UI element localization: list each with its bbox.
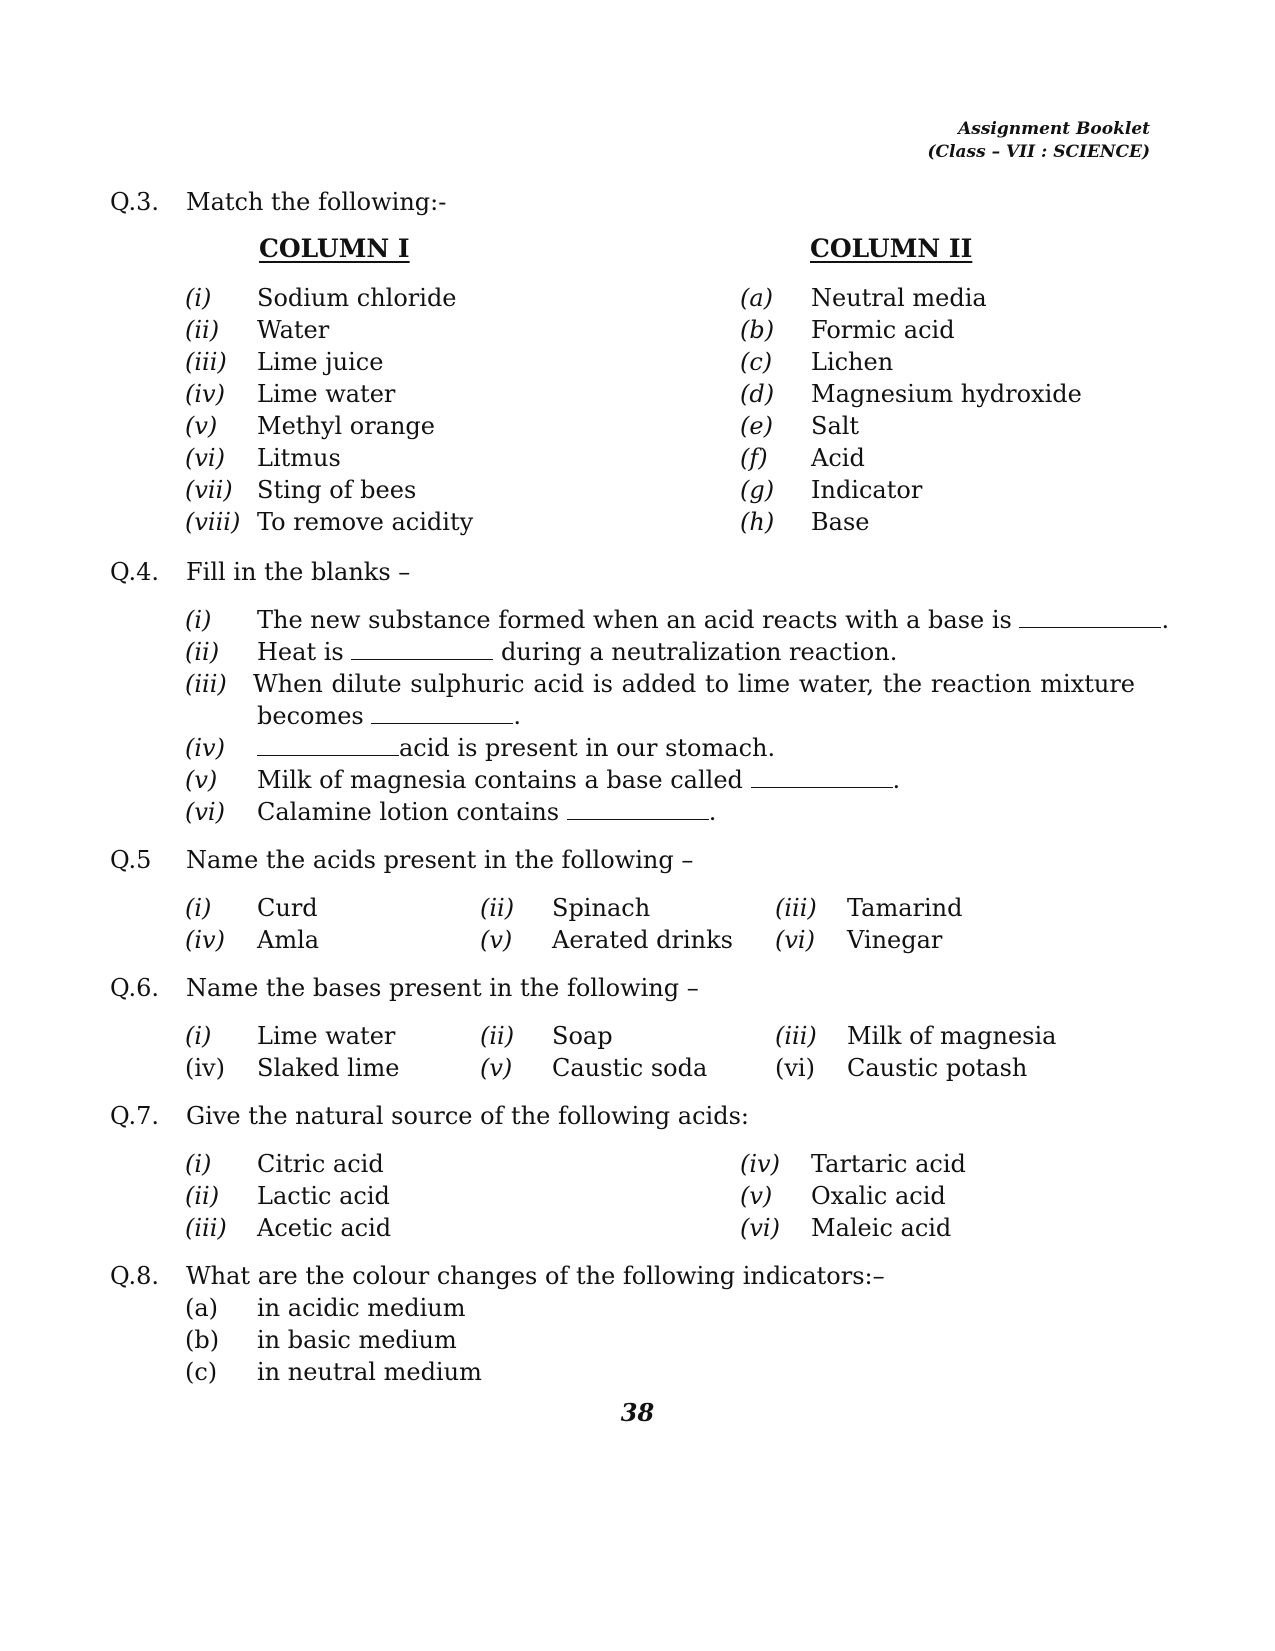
question-number: Q.7.: [110, 1102, 160, 1130]
item-text: Milk of magnesia contains a base called: [257, 766, 743, 794]
column-2-heading: COLUMN II: [810, 234, 973, 263]
item-text: Spinach: [552, 894, 651, 922]
item-text: Indicator: [811, 476, 923, 504]
item-text: Sting of bees: [257, 476, 417, 504]
item-number: (vi): [185, 798, 225, 826]
header-title: Assignment Booklet: [958, 119, 1150, 139]
item-text: in neutral medium: [257, 1358, 482, 1386]
item-letter: (c): [185, 1358, 218, 1386]
item-number: (ii): [185, 1182, 220, 1210]
item-text: Salt: [811, 412, 860, 440]
item-number: (iv): [185, 380, 225, 408]
item-text: in acidic medium: [257, 1294, 466, 1322]
item-text: Soap: [552, 1022, 613, 1050]
item-text: Acid: [811, 444, 865, 472]
item-letter: (d): [740, 380, 775, 408]
item-text: Litmus: [257, 444, 341, 472]
answer-blank: [371, 703, 513, 724]
item-text: Heat is: [257, 638, 344, 666]
item-number: (iv): [185, 926, 225, 954]
item-text: Acetic acid: [257, 1214, 392, 1242]
question-number: Q.6.: [110, 974, 160, 1002]
question-text: Match the following:-: [186, 188, 447, 216]
item-text-end: .: [708, 798, 717, 826]
question-text: Name the bases present in the following –: [186, 974, 699, 1002]
item-text: Neutral media: [811, 284, 987, 312]
item-number: (vi): [185, 444, 225, 472]
question-number: Q.4.: [110, 558, 160, 586]
item-text: Sodium chloride: [257, 284, 457, 312]
question-number: Q.8.: [110, 1262, 160, 1290]
item-text: Base: [811, 508, 870, 536]
item-number: (i): [185, 606, 212, 634]
item-text: Formic acid: [811, 316, 955, 344]
answer-blank: [567, 799, 709, 820]
item-number: (v): [185, 766, 218, 794]
item-number: (v): [740, 1182, 773, 1210]
item-text: When dilute sulphuric acid is added to lime water, the reaction mixture: [253, 670, 1135, 698]
question-text: Give the natural source of the following acids:: [186, 1102, 749, 1130]
item-text: Lime water: [257, 1022, 396, 1050]
item-number: (iii): [775, 894, 817, 922]
item-text: Maleic acid: [811, 1214, 952, 1242]
item-number: (ii): [185, 638, 220, 666]
item-number: (i): [185, 894, 212, 922]
item-number: (i): [185, 1150, 212, 1178]
item-text: becomes: [257, 702, 364, 730]
item-text: Magnesium hydroxide: [811, 380, 1082, 408]
item-text: Caustic potash: [847, 1054, 1028, 1082]
item-text: Oxalic acid: [811, 1182, 946, 1210]
item-text: Slaked lime: [257, 1054, 400, 1082]
item-number: (i): [185, 1022, 212, 1050]
item-number: (vi): [775, 1054, 815, 1082]
item-number: (iii): [185, 1214, 227, 1242]
item-text: Lactic acid: [257, 1182, 390, 1210]
item-number: (vi): [740, 1214, 780, 1242]
item-text: Milk of magnesia: [847, 1022, 1057, 1050]
item-text: Citric acid: [257, 1150, 384, 1178]
item-letter: (b): [740, 316, 775, 344]
item-number: (ii): [480, 1022, 515, 1050]
item-text: Lime juice: [257, 348, 384, 376]
item-number: (vii): [185, 476, 233, 504]
item-number: (iv): [740, 1150, 780, 1178]
item-text: Caustic soda: [552, 1054, 708, 1082]
answer-blank: [351, 639, 493, 660]
item-letter: (h): [740, 508, 775, 536]
item-text: Calamine lotion contains: [257, 798, 560, 826]
item-number: (v): [480, 1054, 513, 1082]
item-letter: (a): [740, 284, 774, 312]
item-text-end: during a neutralization reaction.: [501, 638, 898, 666]
item-text-end: .: [513, 702, 522, 730]
question-text: Fill in the blanks –: [186, 558, 411, 586]
item-text: To remove acidity: [257, 508, 474, 536]
page-number: 38: [620, 1398, 655, 1427]
column-1-heading: COLUMN I: [259, 234, 410, 263]
item-text: Tamarind: [847, 894, 963, 922]
item-number: (iv): [185, 1054, 225, 1082]
item-text: Vinegar: [847, 926, 943, 954]
item-number: (v): [480, 926, 513, 954]
item-text: Water: [257, 316, 330, 344]
item-letter: (a): [185, 1294, 219, 1322]
question-number: Q.3.: [110, 188, 160, 216]
item-number: (ii): [480, 894, 515, 922]
item-text-end: .: [892, 766, 901, 794]
item-letter: (e): [740, 412, 773, 440]
item-number: (iv): [185, 734, 225, 762]
answer-blank: [257, 735, 399, 756]
item-text: Curd: [257, 894, 318, 922]
item-number: (i): [185, 284, 212, 312]
item-number: (ii): [185, 316, 220, 344]
item-text: Methyl orange: [257, 412, 435, 440]
item-text: in basic medium: [257, 1326, 457, 1354]
item-text: Lichen: [811, 348, 894, 376]
item-number: (iii): [775, 1022, 817, 1050]
item-number: (v): [185, 412, 218, 440]
item-text: The new substance formed when an acid reacts with a base is: [257, 606, 1012, 634]
item-number: (iii): [185, 348, 227, 376]
item-text: Lime water: [257, 380, 396, 408]
item-letter: (g): [740, 476, 775, 504]
answer-blank: [1019, 607, 1161, 628]
question-text: Name the acids present in the following –: [186, 846, 694, 874]
question-number: Q.5: [110, 846, 152, 874]
item-text: Amla: [257, 926, 320, 954]
item-letter: (f): [740, 444, 768, 472]
item-text-end: .: [1161, 606, 1170, 634]
item-number: (vi): [775, 926, 815, 954]
answer-blank: [751, 767, 893, 788]
item-text: Tartaric acid: [811, 1150, 966, 1178]
item-letter: (b): [185, 1326, 220, 1354]
item-letter: (c): [740, 348, 773, 376]
page-header: [927, 118, 1150, 164]
item-number: (iii): [185, 670, 227, 698]
item-text-end: acid is present in our stomach.: [399, 734, 776, 762]
item-text: Aerated drinks: [552, 926, 733, 954]
header-subtitle: (Class – VII : SCIENCE): [927, 142, 1150, 162]
item-number: (viii): [185, 508, 241, 536]
question-text: What are the colour changes of the following indicators:–: [186, 1262, 885, 1290]
blank-item-continued: [257, 700, 521, 732]
